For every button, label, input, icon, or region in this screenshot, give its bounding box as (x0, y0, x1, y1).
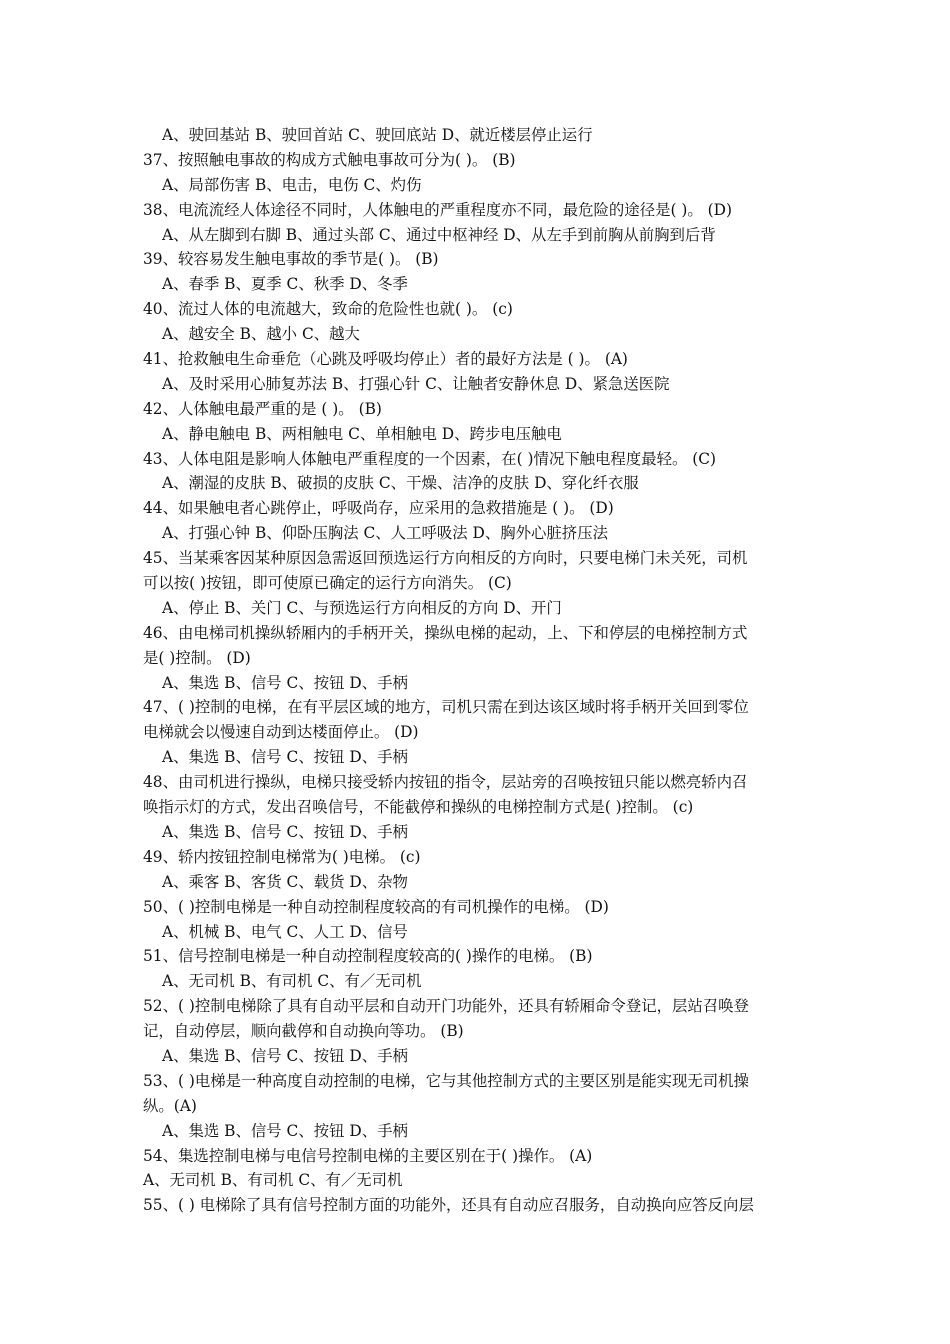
answer-options-line: A、及时采用心肺复苏法 B、打强心针 C、让触者安静休息 D、紧急送医院 (162, 374, 670, 393)
question-line: 51、信号控制电梯是一种自动控制程度较高的( )操作的电梯。 (B) (143, 947, 593, 966)
question-line: 40、流过人体的电流越大，致命的危险性也就( )。 (c) (143, 300, 513, 319)
question-line: 41、抢救触电生命垂危（心跳及呼吸均停止）者的最好方法是 ( )。 (A) (143, 350, 628, 369)
question-line: 43、人体电阻是影响人体触电严重程度的一个因素，在( )情况下触电程度最轻。 (C) (143, 449, 717, 468)
question-line: 42、人体触电最严重的是 ( )。 (B) (143, 399, 382, 418)
answer-options-line: A、驶回基站 B、驶回首站 C、驶回底站 D、就近楼层停止运行 (162, 126, 593, 144)
answer-options-line: A、集选 B、信号 C、按钮 D、手柄 (162, 673, 408, 692)
question-line: 39、较容易发生触电事故的季节是( )。 (B) (143, 250, 439, 269)
answer-options-line: A、春季 B、夏季 C、秋季 D、冬季 (162, 275, 408, 294)
answer-options-line: A、乘客 B、客货 C、载货 D、杂物 (162, 872, 408, 891)
answer-options-line: A、集选 B、信号 C、按钮 D、手柄 (162, 1046, 408, 1065)
answer-options-line: A、越安全 B、越小 C、越大 (162, 325, 360, 344)
question-continuation-line: 记，自动停层，顺向截停和自动换向等功。 (B) (143, 1022, 464, 1041)
answer-options-line: A、局部伤害 B、电击，电伤 C、灼伤 (162, 175, 422, 194)
question-line: 47、( )控制的电梯，在有平层区域的地方，司机只需在到达该区域时将手柄开关回到零位 (143, 698, 749, 717)
answer-options-line: A、集选 B、信号 C、按钮 D、手柄 (162, 748, 408, 767)
answer-options-line: A、无司机 B、有司机 C、有／无司机 (162, 972, 422, 991)
question-line: 53、( )电梯是一种高度自动控制的电梯，它与其他控制方式的主要区别是能实现无司机操 (143, 1071, 749, 1090)
question-line: 54、集选控制电梯与电信号控制电梯的主要区别在于( )操作。 (A) (143, 1146, 593, 1165)
answer-options-line: A、集选 B、信号 C、按钮 D、手柄 (162, 822, 408, 841)
question-line: 38、电流流经人体途径不同时，人体触电的严重程度亦不同，最危险的途径是( )。 (D) (143, 200, 733, 219)
question-line: 52、( )控制电梯除了具有自动平层和自动开门功能外，还具有轿厢命令登记，层站召唤登 (143, 997, 749, 1016)
question-continuation-line: 是( )控制。 (D) (143, 648, 251, 667)
question-continuation-line: 可以按( )按钮，即可使原已确定的运行方向消失。 (C) (143, 574, 512, 593)
answer-options-line: A、无司机 B、有司机 C、有／无司机 (143, 1171, 403, 1190)
question-line: 55、( ) 电梯除了具有信号控制方面的功能外，还具有自动应召服务，自动换向应答反向层 (143, 1196, 754, 1215)
answer-options-line: A、机械 B、电气 C、人工 D、信号 (162, 922, 408, 941)
question-line: 44、如果触电者心跳停止，呼吸尚存，应采用的急救措施是 ( )。 (D) (143, 499, 614, 518)
question-line: 46、由电梯司机操纵轿厢内的手柄开关，操纵电梯的起动，上、下和停层的电梯控制方式 (143, 623, 748, 642)
question-line: 50、( )控制电梯是一种自动控制程度较高的有司机操作的电梯。 (D) (143, 897, 609, 916)
question-continuation-line: 电梯就会以慢速自动到达楼面停止。 (D) (143, 723, 419, 742)
question-continuation-line: 唤指示灯的方式，发出召唤信号，不能截停和操纵的电梯控制方式是( )控制。 (c) (143, 798, 694, 817)
answer-options-line: A、从左脚到右脚 B、通过头部 C、通过中枢神经 D、从左手到前胸从前胸到后背 (162, 225, 716, 244)
answer-options-line: A、打强心钟 B、仰卧压胸法 C、人工呼吸法 D、胸外心脏挤压法 (162, 524, 608, 543)
answer-options-line: A、停止 B、关门 C、与预选运行方向相反的方向 D、开门 (162, 598, 562, 617)
question-line: 49、轿内按钮控制电梯常为( )电梯。 (c) (143, 847, 421, 866)
answer-options-line: A、集选 B、信号 C、按钮 D、手柄 (162, 1121, 408, 1140)
answer-options-line: A、潮湿的皮肤 B、破损的皮肤 C、干燥、洁净的皮肤 D、穿化纤衣服 (162, 474, 639, 493)
question-line: 37、按照触电事故的构成方式触电事故可分为( )。 (B) (143, 150, 516, 169)
question-line: 45、当某乘客因某种原因急需返回预选运行方向相反的方向时，只要电梯门未关死，司机 (143, 549, 748, 568)
answer-options-line: A、静电触电 B、两相触电 C、单相触电 D、跨步电压触电 (162, 424, 562, 443)
question-continuation-line: 纵。(A) (143, 1096, 197, 1115)
document-page (143, 123, 811, 1218)
question-line: 48、由司机进行操纵，电梯只接受轿内按钮的指令，层站旁的召唤按钮只能以燃亮轿内召 (143, 773, 748, 792)
